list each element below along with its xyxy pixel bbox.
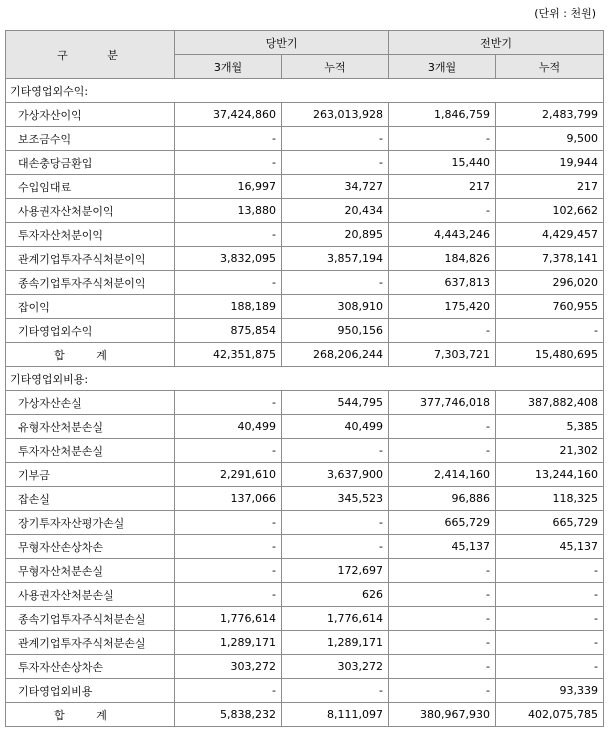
row-value: 1,776,614 <box>175 607 282 631</box>
row-label: 관계기업투자주식처분이익 <box>6 247 175 271</box>
total-value: 8,111,097 <box>282 703 389 727</box>
row-value: - <box>175 391 282 415</box>
row-value: 875,854 <box>175 319 282 343</box>
row-label: 보조금수익 <box>6 127 175 151</box>
table-row <box>6 391 604 415</box>
row-value: 9,500 <box>496 127 604 151</box>
table-row <box>6 463 604 487</box>
row-value: 19,944 <box>496 151 604 175</box>
row-value: - <box>282 439 389 463</box>
row-value: 184,826 <box>389 247 496 271</box>
table-row <box>6 559 604 583</box>
row-label: 투자자산손상차손 <box>6 655 175 679</box>
row-value: - <box>389 559 496 583</box>
row-value: 45,137 <box>496 535 604 559</box>
row-value: 303,272 <box>175 655 282 679</box>
row-value: 7,378,141 <box>496 247 604 271</box>
row-value: 5,385 <box>496 415 604 439</box>
row-value: - <box>389 583 496 607</box>
row-value: 263,013,928 <box>282 103 389 127</box>
total-value: 7,303,721 <box>389 343 496 367</box>
total-value: 268,206,244 <box>282 343 389 367</box>
row-value: 45,137 <box>389 535 496 559</box>
row-value: 760,955 <box>496 295 604 319</box>
table-row <box>6 127 604 151</box>
row-value: - <box>282 535 389 559</box>
table-row <box>6 439 604 463</box>
row-value: 637,813 <box>389 271 496 295</box>
row-value: 3,637,900 <box>282 463 389 487</box>
row-value: 217 <box>389 175 496 199</box>
row-label: 가상자산이익 <box>6 103 175 127</box>
table-row <box>6 583 604 607</box>
header-current-cumulative: 누적 <box>282 55 389 79</box>
income-total-row <box>6 343 604 367</box>
table-row <box>6 535 604 559</box>
row-value: 13,880 <box>175 199 282 223</box>
table-row <box>6 679 604 703</box>
row-value: 40,499 <box>175 415 282 439</box>
row-value: - <box>389 415 496 439</box>
header-category: 구 분 <box>6 31 175 79</box>
row-value: 37,424,860 <box>175 103 282 127</box>
table-row <box>6 319 604 343</box>
row-value: - <box>496 319 604 343</box>
row-value: - <box>389 655 496 679</box>
row-label: 기부금 <box>6 463 175 487</box>
row-value: 2,483,799 <box>496 103 604 127</box>
row-value: 665,729 <box>389 511 496 535</box>
row-value: 137,066 <box>175 487 282 511</box>
row-label: 유형자산처분손실 <box>6 415 175 439</box>
header-current-period: 당반기 <box>175 31 389 55</box>
row-value: - <box>389 439 496 463</box>
row-value: - <box>175 271 282 295</box>
table-row <box>6 415 604 439</box>
row-value: 21,302 <box>496 439 604 463</box>
row-label: 대손충당금환입 <box>6 151 175 175</box>
total-value: 380,967,930 <box>389 703 496 727</box>
row-value: - <box>282 679 389 703</box>
row-label: 수입임대료 <box>6 175 175 199</box>
expense-total-row <box>6 703 604 727</box>
row-value: - <box>175 559 282 583</box>
row-label: 가상자산손실 <box>6 391 175 415</box>
table-header <box>6 31 604 79</box>
total-value: 42,351,875 <box>175 343 282 367</box>
row-value: 626 <box>282 583 389 607</box>
row-label: 투자자산처분이익 <box>6 223 175 247</box>
table-row <box>6 631 604 655</box>
row-value: - <box>175 511 282 535</box>
row-value: 217 <box>496 175 604 199</box>
row-value: 2,414,160 <box>389 463 496 487</box>
row-label: 종속기업투자주식처분이익 <box>6 271 175 295</box>
table-row <box>6 151 604 175</box>
total-value: 5,838,232 <box>175 703 282 727</box>
row-value: 544,795 <box>282 391 389 415</box>
income-section-title-row <box>6 79 604 103</box>
total-label: 합 계 <box>6 703 175 727</box>
row-value: 188,189 <box>175 295 282 319</box>
row-value: 93,339 <box>496 679 604 703</box>
row-value: - <box>175 151 282 175</box>
row-value: - <box>175 127 282 151</box>
row-value: - <box>175 679 282 703</box>
row-label: 관계기업투자주식처분손실 <box>6 631 175 655</box>
row-value: 387,882,408 <box>496 391 604 415</box>
header-prior-period: 전반기 <box>389 31 604 55</box>
row-value: - <box>389 127 496 151</box>
row-value: 303,272 <box>282 655 389 679</box>
row-value: 665,729 <box>496 511 604 535</box>
row-value: 377,746,018 <box>389 391 496 415</box>
row-value: 1,776,614 <box>282 607 389 631</box>
total-value: 402,075,785 <box>496 703 604 727</box>
row-label: 기타영업외수익 <box>6 319 175 343</box>
table-row <box>6 199 604 223</box>
row-value: 3,857,194 <box>282 247 389 271</box>
row-label: 무형자산손상차손 <box>6 535 175 559</box>
table-row <box>6 175 604 199</box>
row-value: - <box>282 151 389 175</box>
row-value: 1,846,759 <box>389 103 496 127</box>
row-value: 172,697 <box>282 559 389 583</box>
row-value: 2,291,610 <box>175 463 282 487</box>
row-value: - <box>282 511 389 535</box>
total-value: 15,480,695 <box>496 343 604 367</box>
row-value: 950,156 <box>282 319 389 343</box>
header-prior-3months: 3개월 <box>389 55 496 79</box>
table-row <box>6 103 604 127</box>
table-body <box>6 79 604 727</box>
row-value: - <box>175 535 282 559</box>
total-label: 합 계 <box>6 343 175 367</box>
row-value: 20,895 <box>282 223 389 247</box>
table-row <box>6 487 604 511</box>
section-title: 기타영업외비용: <box>6 367 604 391</box>
table-row <box>6 271 604 295</box>
row-value: - <box>496 631 604 655</box>
row-value: 296,020 <box>496 271 604 295</box>
row-value: 16,997 <box>175 175 282 199</box>
row-value: 34,727 <box>282 175 389 199</box>
table-row <box>6 607 604 631</box>
row-value: 118,325 <box>496 487 604 511</box>
table-row <box>6 511 604 535</box>
row-value: 102,662 <box>496 199 604 223</box>
row-value: 4,429,457 <box>496 223 604 247</box>
row-value: 40,499 <box>282 415 389 439</box>
row-label: 무형자산처분손실 <box>6 559 175 583</box>
row-value: 3,832,095 <box>175 247 282 271</box>
row-label: 사용권자산처분이익 <box>6 199 175 223</box>
row-value: 96,886 <box>389 487 496 511</box>
unit-note: (단위 : 천원) <box>534 7 596 20</box>
row-label: 장기투자자산평가손실 <box>6 511 175 535</box>
row-value: - <box>496 559 604 583</box>
row-value: 345,523 <box>282 487 389 511</box>
row-value: - <box>282 271 389 295</box>
row-value: 308,910 <box>282 295 389 319</box>
row-value: - <box>389 319 496 343</box>
row-value: - <box>282 127 389 151</box>
table-row <box>6 295 604 319</box>
table-row <box>6 247 604 271</box>
row-value: - <box>175 439 282 463</box>
section-title: 기타영업외수익: <box>6 79 604 103</box>
header-current-3months: 3개월 <box>175 55 282 79</box>
row-label: 잡손실 <box>6 487 175 511</box>
row-value: - <box>389 679 496 703</box>
row-value: - <box>175 583 282 607</box>
row-value: - <box>389 607 496 631</box>
row-value: 175,420 <box>389 295 496 319</box>
table-row <box>6 655 604 679</box>
header-prior-cumulative: 누적 <box>496 55 604 79</box>
row-label: 종속기업투자주식처분손실 <box>6 607 175 631</box>
row-value: 13,244,160 <box>496 463 604 487</box>
row-label: 잡이익 <box>6 295 175 319</box>
row-label: 기타영업외비용 <box>6 679 175 703</box>
row-value: - <box>389 199 496 223</box>
row-value: - <box>175 223 282 247</box>
row-value: 1,289,171 <box>175 631 282 655</box>
row-label: 사용권자산처분손실 <box>6 583 175 607</box>
row-value: - <box>496 607 604 631</box>
row-value: 20,434 <box>282 199 389 223</box>
row-value: 4,443,246 <box>389 223 496 247</box>
table-row <box>6 223 604 247</box>
row-value: - <box>496 583 604 607</box>
row-value: - <box>389 631 496 655</box>
row-value: 1,289,171 <box>282 631 389 655</box>
expense-section-title-row <box>6 367 604 391</box>
row-value: - <box>496 655 604 679</box>
row-value: 15,440 <box>389 151 496 175</box>
row-label: 투자자산처분손실 <box>6 439 175 463</box>
financial-table <box>5 30 604 727</box>
